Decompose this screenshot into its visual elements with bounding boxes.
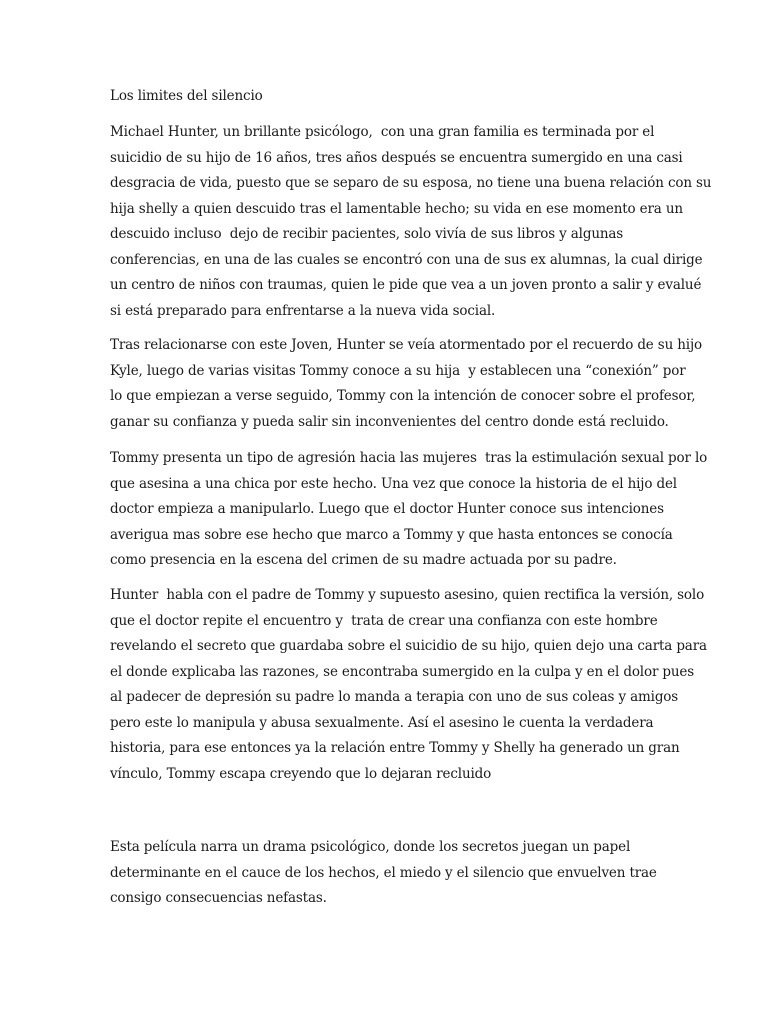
paragraph-4: Hunter habla con el padre de Tommy y supuesto asesino, quien rectifica la versión, solo que el doctor repite el encuentro y trata de crear una confianza con este hombre revelando el secreto que guardaba sobre el suicidio de su hijo, quien dejo una carta para el donde explicaba las razones, se encontraba sumergido en la culpa y en el dolor pues al padecer de depresión su padre lo manda a terapia con uno de sus coleas y amigos pero este lo manipula y abusa sexualmente. Así el asesino le cuenta la verdadera historia, para ese entonces ya la relación entre Tommy y Shelly ha generado un gran vínculo, Tommy escapa creyendo que lo dejaran recluido xyxy=(110,587,707,782)
paragraph-3: Tommy presenta un tipo de agresión hacia las mujeres tras la estimulación sexual por lo que asesina a una chica por este hecho. Una vez que conoce la historia de el hijo del doctor empieza a manipularlo. Luego que el doctor Hunter conoce sus intenciones averigua mas sobre ese hecho que marco a Tommy y que hasta entonces se conocía como presencia en la escena del crimen de su madre actuada por su padre. xyxy=(110,450,708,568)
paragraph-5: Esta película narra un drama psicológico, donde los secretos juegan un papel determinante en el cauce de los hechos, el miedo y el silencio que envuelven trae consigo consecuencias nefastas. xyxy=(110,839,657,906)
paragraph-1: Michael Hunter, un brillante psicólogo, con una gran familia es terminada por el suicidio de su hijo de 16 años, tres años después se encuentra sumergido en una casi desgracia de vida, puesto que se separo de su esposa, no tiene una buena relación con su hija shelly a quien descuido tras el lamentable hecho; su vida en ese momento era un descuido incluso dejo de recibir pacientes, solo vivía de sus libros y algunas conferencias, en una de las cuales se encontró con una de sus ex alumnas, la cual dirige un centro de niños con traumas, quien le pide que vea a un joven pronto a salir y evalué si está preparado para enfrentarse a la nueva vida social. xyxy=(110,124,712,319)
document-title: Los limites del silencio xyxy=(110,88,263,104)
paragraph-2: Tras relacionarse con este Joven, Hunter se veía atormentado por el recuerdo de su hijo Kyle, luego de varias visitas Tommy conoce a su hija y establecen una “conexión” por lo que empiezan a verse seguido, Tommy con la intención de conocer sobre el profesor, ganar su confianza y pueda salir sin inconvenientes del centro donde está recluido. xyxy=(110,337,702,430)
